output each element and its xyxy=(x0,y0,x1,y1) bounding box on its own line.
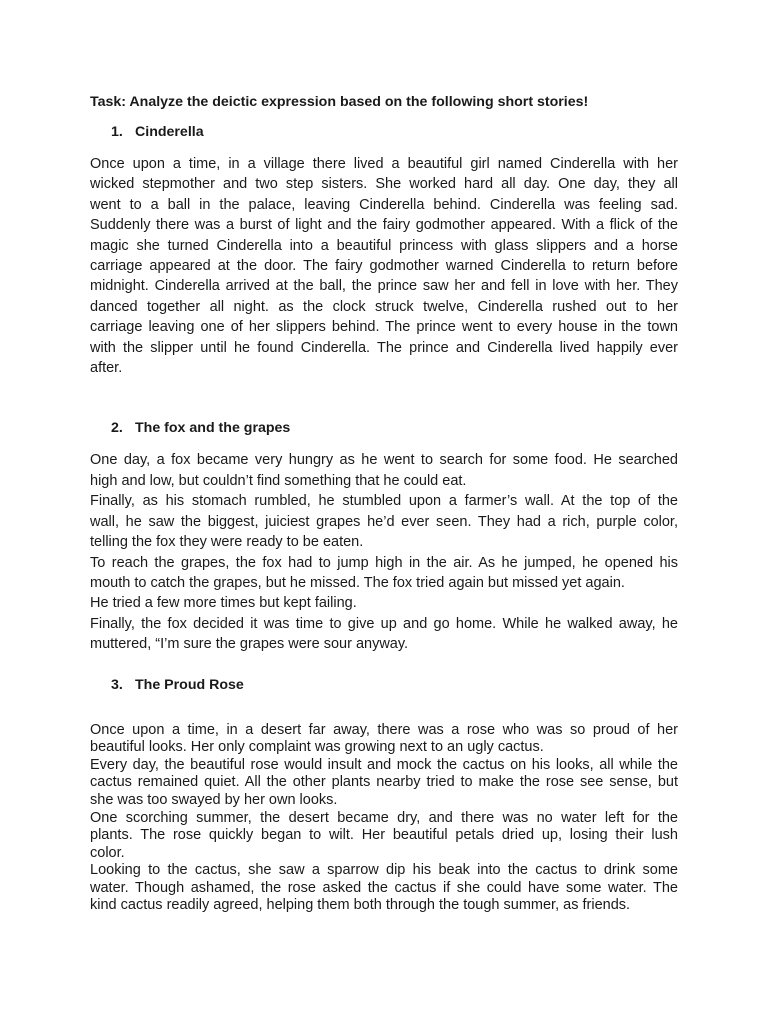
story-line: went to a ball in the palace, leaving Cinderella behind. Cinderella was feeling sad. xyxy=(90,196,678,213)
story-line: carriage leaving one of her slippers behind. The prince went to every house in the town xyxy=(90,319,678,336)
story-line: high and low, but couldn’t find something that he could eat. xyxy=(90,472,467,489)
story-line: One scorching summer, the desert became dry, and there was no water left for the xyxy=(90,809,678,826)
story-line: wall, he saw the biggest, juiciest grapes he’d ever seen. They had a rich, purple color, xyxy=(90,513,678,530)
section-number: 3. xyxy=(111,676,123,693)
story-line: after. xyxy=(90,360,123,377)
story-line: beautiful looks. Her only complaint was growing next to an ugly cactus. xyxy=(90,739,544,756)
story-line: danced together all night. as the clock struck twelve, Cinderella rushed out to her xyxy=(90,298,678,315)
story-line: plants. The rose quickly began to wilt. Her beautiful petals dried up, losing their lush xyxy=(90,827,678,844)
story-line: cactus remained quiet. All the other plants nearby tried to make the rose see sense, but xyxy=(90,774,678,791)
story-line: muttered, “I’m sure the grapes were sour anyway. xyxy=(90,636,409,653)
task-heading: Task: Analyze the deictic expression based on the following short stories! xyxy=(90,94,589,110)
section-title-proud-rose xyxy=(90,675,678,695)
section-number: 1. xyxy=(111,124,123,140)
story-line: magic she turned Cinderella into a beautiful princess with glass slippers and a horse xyxy=(90,237,678,254)
story-body-cinderella xyxy=(90,154,678,378)
story-line: Once upon a time, in a desert far away, there was a rose who was so proud of her xyxy=(90,721,678,738)
story-body-proud-rose xyxy=(90,722,678,916)
section-title-text: The fox and the grapes xyxy=(135,420,291,437)
section-number: 2. xyxy=(111,420,123,437)
story-line: Once upon a time, in a village there lived a beautiful girl named Cinderella with her xyxy=(90,156,678,172)
section-title-text: Cinderella xyxy=(135,124,204,140)
story-line: she was too swayed by her own looks. xyxy=(90,791,338,808)
section-title-fox-and-grapes xyxy=(90,418,678,438)
story-line: Finally, the fox decided it was time to give up and go home. While he walked away, he xyxy=(90,615,678,632)
story-body-fox-and-grapes xyxy=(90,450,678,654)
section-title-cinderella xyxy=(90,122,678,142)
story-line: kind cactus readily agreed, helping them both through the tough summer, as friends. xyxy=(90,897,631,914)
story-line: with the slipper until he found Cinderella. The prince and Cinderella lived happily ever xyxy=(90,339,678,356)
story-line: telling the fox they were ready to be eaten. xyxy=(90,534,364,551)
story-line: One day, a fox became very hungry as he went to search for some food. He searched xyxy=(90,452,678,469)
story-line: wicked stepmother and two step sisters. She worked hard all day. One day, they all xyxy=(90,176,678,193)
story-line: mouth to catch the grapes, but he missed. The fox tried again but missed yet again. xyxy=(90,574,625,591)
story-line: Every day, the beautiful rose would insult and mock the cactus on his looks, all while the xyxy=(90,756,678,773)
story-line: water. Though ashamed, the rose asked the cactus if she could have some water. The xyxy=(90,879,678,896)
story-line: midnight. Cinderella arrived at the ball, the prince saw her and fell in love with her. They xyxy=(90,278,678,295)
story-line: To reach the grapes, the fox had to jump high in the air. As he jumped, he opened his xyxy=(90,554,678,571)
story-line: Looking to the cactus, she saw a sparrow dip his beak into the cactus to drink some xyxy=(90,862,678,879)
story-line: Finally, as his stomach rumbled, he stumbled upon a farmer’s wall. At the top of the xyxy=(90,493,678,510)
story-line: He tried a few more times but kept failing. xyxy=(90,595,357,612)
story-line: Suddenly there was a burst of light and the fairy godmother appeared. With a flick of the xyxy=(90,217,678,234)
document-page xyxy=(90,92,678,915)
story-line: carriage appeared at the door. The fairy godmother warned Cinderella to return before xyxy=(90,258,678,275)
story-line: color. xyxy=(90,844,125,861)
section-title-text: The Proud Rose xyxy=(135,676,244,693)
